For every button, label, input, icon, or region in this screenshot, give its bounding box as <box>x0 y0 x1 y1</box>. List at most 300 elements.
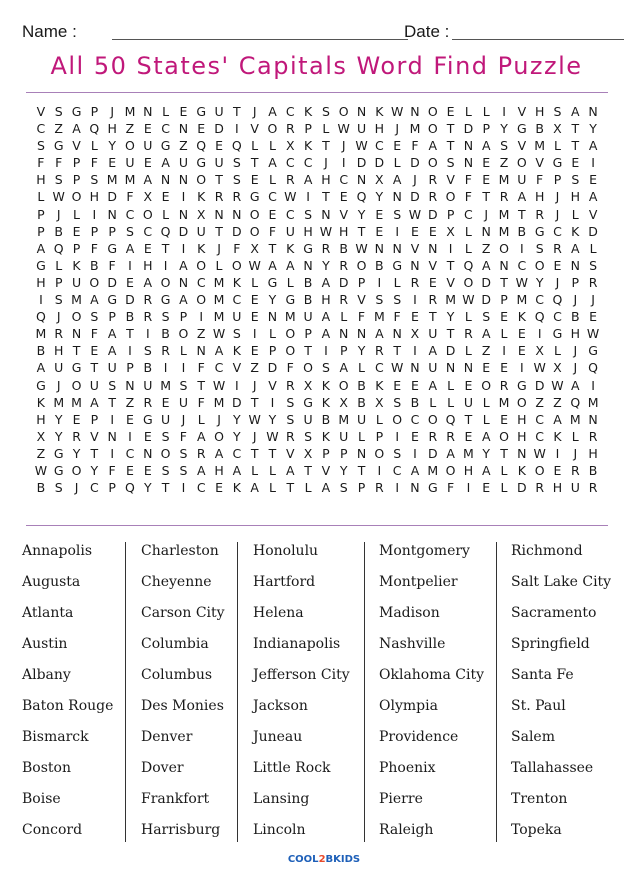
grid-letter[interactable]: M <box>213 274 225 290</box>
grid-letter[interactable]: E <box>517 326 526 342</box>
grid-letter[interactable]: H <box>54 343 64 359</box>
grid-letter[interactable]: T <box>250 394 259 410</box>
grid-letter[interactable]: M <box>498 223 510 239</box>
grid-letter[interactable]: X <box>196 206 206 222</box>
grid-letter[interactable]: T <box>393 343 401 359</box>
grid-letter[interactable]: I <box>181 360 186 376</box>
grid-letter[interactable]: R <box>535 480 544 496</box>
grid-letter[interactable]: A <box>321 480 331 496</box>
grid-letter[interactable]: O <box>89 274 100 290</box>
grid-letter[interactable]: R <box>321 240 331 256</box>
grid-letter[interactable]: Q <box>53 240 64 256</box>
grid-letter[interactable]: R <box>214 189 224 205</box>
grid-letter[interactable]: I <box>128 257 132 273</box>
grid-letter[interactable]: X <box>535 343 544 359</box>
grid-letter[interactable]: S <box>54 172 63 188</box>
grid-letter[interactable]: B <box>570 309 580 325</box>
grid-letter[interactable]: Z <box>36 445 46 461</box>
grid-letter[interactable]: L <box>197 411 205 427</box>
grid-letter[interactable]: P <box>357 274 366 290</box>
grid-letter[interactable]: U <box>178 394 188 410</box>
grid-letter[interactable]: E <box>500 309 508 325</box>
grid-letter[interactable]: R <box>464 326 473 342</box>
grid-letter[interactable]: N <box>392 189 402 205</box>
grid-letter[interactable]: F <box>90 326 98 342</box>
grid-letter[interactable]: U <box>71 274 82 290</box>
grid-letter[interactable]: G <box>160 138 171 154</box>
grid-letter[interactable]: G <box>534 223 545 239</box>
grid-letter[interactable]: W <box>284 189 297 205</box>
grid-letter[interactable]: R <box>232 189 242 205</box>
grid-letter[interactable]: O <box>231 257 242 273</box>
grid-letter[interactable]: L <box>464 223 472 239</box>
grid-letter[interactable]: Y <box>233 411 241 427</box>
grid-letter[interactable]: N <box>356 172 367 188</box>
grid-letter[interactable]: K <box>517 462 526 478</box>
grid-letter[interactable]: P <box>126 360 134 376</box>
grid-letter[interactable]: S <box>54 480 63 496</box>
grid-letter[interactable]: L <box>358 360 366 376</box>
grid-letter[interactable]: A <box>214 445 224 461</box>
grid-letter[interactable]: Q <box>160 223 171 239</box>
grid-letter[interactable]: C <box>161 121 170 137</box>
grid-letter[interactable]: Y <box>357 343 366 359</box>
grid-letter[interactable]: W <box>212 326 226 342</box>
grid-letter[interactable]: E <box>339 189 348 205</box>
grid-letter[interactable]: Q <box>125 480 135 496</box>
grid-letter[interactable]: A <box>321 309 331 325</box>
grid-letter[interactable]: L <box>286 274 294 290</box>
grid-letter[interactable]: E <box>375 223 384 239</box>
grid-letter[interactable]: Q <box>552 292 563 308</box>
grid-letter[interactable]: F <box>37 155 45 171</box>
grid-letter[interactable]: Q <box>356 189 367 205</box>
grid-letter[interactable]: R <box>196 445 206 461</box>
grid-letter[interactable]: B <box>535 121 544 137</box>
grid-letter[interactable]: E <box>108 155 117 171</box>
grid-letter[interactable]: G <box>196 104 207 119</box>
grid-letter[interactable]: S <box>535 240 544 256</box>
grid-letter[interactable]: R <box>428 189 438 205</box>
grid-letter[interactable]: Z <box>125 121 135 137</box>
grid-letter[interactable]: I <box>181 480 186 496</box>
grid-letter[interactable]: E <box>482 360 491 376</box>
grid-letter[interactable]: U <box>89 377 99 393</box>
grid-letter[interactable]: Z <box>553 394 562 410</box>
grid-letter[interactable]: J <box>252 104 257 119</box>
grid-letter[interactable]: M <box>106 172 118 188</box>
grid-letter[interactable]: D <box>427 445 438 461</box>
grid-letter[interactable]: D <box>178 223 189 239</box>
grid-letter[interactable]: G <box>303 240 313 256</box>
grid-letter[interactable]: G <box>107 292 117 308</box>
grid-letter[interactable]: M <box>53 394 65 410</box>
grid-letter[interactable]: K <box>197 240 206 256</box>
grid-letter[interactable]: S <box>553 104 562 119</box>
grid-letter[interactable]: M <box>213 309 225 325</box>
grid-letter[interactable]: N <box>410 257 420 273</box>
grid-letter[interactable]: E <box>126 462 134 478</box>
grid-letter[interactable]: C <box>410 411 420 427</box>
grid-letter[interactable]: X <box>303 377 313 393</box>
grid-letter[interactable]: N <box>232 206 242 222</box>
grid-letter[interactable]: T <box>518 206 526 222</box>
grid-letter[interactable]: Y <box>268 292 277 308</box>
grid-letter[interactable]: F <box>536 172 544 188</box>
grid-letter[interactable]: P <box>357 480 366 496</box>
grid-letter[interactable]: F <box>411 138 419 154</box>
grid-letter[interactable]: O <box>160 445 171 461</box>
grid-letter[interactable]: N <box>410 480 420 496</box>
grid-letter[interactable]: S <box>286 394 295 410</box>
grid-letter[interactable]: D <box>588 223 598 239</box>
grid-letter[interactable]: B <box>36 480 46 496</box>
grid-letter[interactable]: R <box>143 309 153 325</box>
grid-letter[interactable]: L <box>447 394 455 410</box>
grid-letter[interactable]: L <box>500 480 508 496</box>
grid-letter[interactable]: O <box>516 155 527 171</box>
grid-letter[interactable]: Y <box>322 257 330 273</box>
grid-letter[interactable]: E <box>72 223 81 239</box>
grid-letter[interactable]: R <box>54 326 64 342</box>
grid-letter[interactable]: E <box>482 172 491 188</box>
grid-letter[interactable]: E <box>553 462 562 478</box>
grid-letter[interactable]: E <box>571 155 580 171</box>
grid-letter[interactable]: I <box>395 428 399 444</box>
grid-letter[interactable]: A <box>232 462 242 478</box>
grid-letter[interactable]: O <box>445 189 456 205</box>
grid-letter[interactable]: Y <box>268 411 277 427</box>
grid-letter[interactable]: I <box>341 155 346 171</box>
grid-letter[interactable]: O <box>427 155 438 171</box>
grid-letter[interactable]: S <box>393 445 402 461</box>
grid-letter[interactable]: M <box>569 411 581 427</box>
grid-letter[interactable]: F <box>446 480 455 496</box>
grid-letter[interactable]: D <box>107 189 117 205</box>
grid-letter[interactable]: G <box>517 121 527 137</box>
grid-letter[interactable]: E <box>553 257 562 273</box>
grid-letter[interactable]: L <box>447 377 455 393</box>
grid-letter[interactable]: K <box>553 428 562 444</box>
grid-letter[interactable]: L <box>251 462 259 478</box>
grid-letter[interactable]: P <box>482 121 490 137</box>
grid-letter[interactable]: B <box>339 240 348 256</box>
grid-letter[interactable]: S <box>161 309 170 325</box>
grid-letter[interactable]: A <box>428 377 438 393</box>
grid-letter[interactable]: L <box>482 411 490 427</box>
grid-letter[interactable]: I <box>235 377 239 393</box>
grid-letter[interactable]: S <box>500 138 508 154</box>
grid-letter[interactable]: Q <box>89 121 100 137</box>
grid-letter[interactable]: W <box>248 257 261 273</box>
grid-letter[interactable]: E <box>411 223 419 239</box>
grid-letter[interactable]: N <box>374 240 385 256</box>
grid-letter[interactable]: A <box>321 326 331 342</box>
grid-letter[interactable]: L <box>162 206 170 222</box>
grid-letter[interactable]: P <box>72 172 81 188</box>
grid-letter[interactable]: H <box>588 445 598 461</box>
grid-letter[interactable]: U <box>196 223 206 239</box>
grid-letter[interactable]: N <box>356 445 367 461</box>
grid-letter[interactable]: O <box>427 104 438 119</box>
grid-letter[interactable]: J <box>591 292 595 308</box>
grid-letter[interactable]: R <box>143 394 153 410</box>
grid-letter[interactable]: I <box>413 343 417 359</box>
grid-letter[interactable]: E <box>90 343 99 359</box>
grid-letter[interactable]: C <box>232 292 242 308</box>
grid-letter[interactable]: H <box>36 274 46 290</box>
grid-letter[interactable]: I <box>395 480 399 496</box>
grid-letter[interactable]: P <box>322 445 330 461</box>
grid-letter[interactable]: M <box>445 292 456 308</box>
grid-letter[interactable]: D <box>410 155 420 171</box>
grid-letter[interactable]: V <box>517 104 527 119</box>
grid-letter[interactable]: P <box>446 206 455 222</box>
grid-letter[interactable]: N <box>428 240 438 256</box>
grid-letter[interactable]: N <box>160 172 171 188</box>
grid-letter[interactable]: T <box>108 394 116 410</box>
grid-letter[interactable]: T <box>126 326 134 342</box>
grid-letter[interactable]: C <box>285 206 295 222</box>
grid-letter[interactable]: L <box>464 343 472 359</box>
grid-letter[interactable]: V <box>588 206 598 222</box>
grid-letter[interactable]: L <box>571 428 579 444</box>
grid-letter[interactable]: I <box>520 240 524 256</box>
grid-letter[interactable]: M <box>71 394 82 410</box>
grid-letter[interactable]: S <box>179 445 188 461</box>
grid-letter[interactable]: E <box>126 411 134 427</box>
grid-letter[interactable]: R <box>588 274 598 290</box>
grid-letter[interactable]: B <box>143 360 153 376</box>
grid-letter[interactable]: M <box>338 411 350 427</box>
grid-letter[interactable]: J <box>555 206 560 222</box>
grid-letter[interactable]: L <box>589 240 597 256</box>
grid-letter[interactable]: H <box>517 428 527 444</box>
grid-letter[interactable]: V <box>446 274 455 290</box>
grid-letter[interactable]: A <box>179 292 188 308</box>
grid-letter[interactable]: A <box>481 257 491 273</box>
grid-letter[interactable]: T <box>571 138 580 154</box>
grid-letter[interactable]: Z <box>179 138 188 154</box>
grid-letter[interactable]: O <box>303 360 314 376</box>
grid-letter[interactable]: O <box>499 428 509 444</box>
grid-letter[interactable]: K <box>571 223 580 239</box>
grid-letter[interactable]: R <box>72 428 81 444</box>
grid-letter[interactable]: S <box>90 309 99 325</box>
grid-letter[interactable]: M <box>373 309 385 325</box>
grid-letter[interactable]: K <box>375 104 384 119</box>
grid-letter[interactable]: F <box>55 155 63 171</box>
grid-letter[interactable]: N <box>143 445 153 461</box>
grid-letter[interactable]: R <box>428 428 438 444</box>
grid-letter[interactable]: J <box>217 411 221 427</box>
grid-letter[interactable]: M <box>124 104 136 119</box>
grid-letter[interactable]: P <box>90 411 99 427</box>
grid-letter[interactable]: V <box>232 360 242 376</box>
grid-letter[interactable]: U <box>428 360 438 376</box>
grid-letter[interactable]: L <box>179 343 187 359</box>
grid-letter[interactable]: T <box>357 223 366 239</box>
grid-letter[interactable]: D <box>481 292 492 308</box>
grid-letter[interactable]: E <box>143 428 152 444</box>
grid-letter[interactable]: O <box>160 274 171 290</box>
grid-letter[interactable]: S <box>571 172 580 188</box>
grid-letter[interactable]: N <box>356 104 367 119</box>
grid-letter[interactable]: K <box>321 377 330 393</box>
grid-letter[interactable]: E <box>428 223 437 239</box>
grid-letter[interactable]: R <box>375 343 384 359</box>
grid-letter[interactable]: E <box>215 480 223 496</box>
grid-letter[interactable]: J <box>555 274 560 290</box>
grid-letter[interactable]: I <box>110 445 114 461</box>
grid-letter[interactable]: M <box>498 394 510 410</box>
grid-letter[interactable]: O <box>338 377 349 393</box>
grid-letter[interactable]: Y <box>339 462 348 478</box>
grid-letter[interactable]: R <box>499 189 509 205</box>
grid-letter[interactable]: O <box>71 462 82 478</box>
grid-letter[interactable]: E <box>161 394 170 410</box>
grid-letter[interactable]: J <box>324 155 328 171</box>
grid-letter[interactable]: I <box>537 326 542 342</box>
grid-letter[interactable]: S <box>126 223 134 239</box>
grid-letter[interactable]: G <box>196 155 207 171</box>
grid-letter[interactable]: E <box>464 377 473 393</box>
grid-letter[interactable]: C <box>553 309 562 325</box>
grid-letter[interactable]: G <box>285 292 296 308</box>
grid-letter[interactable]: I <box>395 223 399 239</box>
grid-letter[interactable]: A <box>571 240 580 256</box>
grid-letter[interactable]: T <box>72 343 81 359</box>
grid-letter[interactable]: X <box>375 172 384 188</box>
grid-letter[interactable]: D <box>374 155 385 171</box>
grid-letter[interactable]: Y <box>482 445 491 461</box>
grid-letter[interactable]: A <box>268 104 277 119</box>
grid-letter[interactable]: N <box>356 326 367 342</box>
grid-letter[interactable]: H <box>570 326 580 342</box>
grid-letter[interactable]: G <box>303 394 313 410</box>
grid-letter[interactable]: W <box>551 377 564 393</box>
grid-letter[interactable]: N <box>588 104 598 119</box>
grid-letter[interactable]: P <box>37 206 45 222</box>
grid-letter[interactable]: G <box>53 138 64 154</box>
grid-letter[interactable]: V <box>90 428 99 444</box>
grid-letter[interactable]: U <box>143 377 153 393</box>
grid-letter[interactable]: P <box>571 274 580 290</box>
grid-letter[interactable]: N <box>107 428 117 444</box>
grid-letter[interactable]: A <box>517 189 527 205</box>
grid-letter[interactable]: I <box>591 155 595 171</box>
grid-letter[interactable]: U <box>54 360 64 376</box>
grid-letter[interactable]: C <box>143 223 153 239</box>
grid-letter[interactable]: Y <box>108 138 116 154</box>
grid-letter[interactable]: G <box>36 377 46 393</box>
grid-letter[interactable]: P <box>339 445 348 461</box>
grid-letter[interactable]: A <box>588 138 598 154</box>
grid-letter[interactable]: T <box>161 480 170 496</box>
grid-letter[interactable]: L <box>393 155 401 171</box>
grid-letter[interactable]: S <box>286 411 295 427</box>
grid-letter[interactable]: S <box>54 104 63 119</box>
grid-letter[interactable]: Q <box>196 138 207 154</box>
grid-letter[interactable]: S <box>589 257 598 273</box>
grid-letter[interactable]: L <box>268 462 276 478</box>
grid-letter[interactable]: K <box>197 189 206 205</box>
grid-letter[interactable]: F <box>268 223 277 239</box>
grid-letter[interactable]: W <box>319 223 333 239</box>
grid-letter[interactable]: E <box>411 428 419 444</box>
grid-letter[interactable]: N <box>196 343 206 359</box>
grid-letter[interactable]: U <box>125 155 135 171</box>
grid-letter[interactable]: B <box>161 326 170 342</box>
grid-letter[interactable]: N <box>445 360 456 376</box>
grid-letter[interactable]: E <box>126 274 134 290</box>
grid-letter[interactable]: S <box>339 480 348 496</box>
grid-letter[interactable]: D <box>214 121 224 137</box>
grid-letter[interactable]: T <box>464 411 473 427</box>
grid-letter[interactable]: F <box>90 155 98 171</box>
grid-letter[interactable]: T <box>197 377 206 393</box>
grid-letter[interactable]: L <box>55 257 63 273</box>
grid-letter[interactable]: R <box>375 480 384 496</box>
grid-letter[interactable]: S <box>161 462 170 478</box>
grid-letter[interactable]: J <box>573 445 578 461</box>
grid-letter[interactable]: G <box>588 343 598 359</box>
grid-letter[interactable]: H <box>552 480 563 496</box>
grid-letter[interactable]: A <box>107 343 117 359</box>
grid-letter[interactable]: T <box>215 172 223 188</box>
grid-letter[interactable]: T <box>161 240 170 256</box>
grid-letter[interactable]: E <box>411 309 419 325</box>
grid-letter[interactable]: C <box>553 223 562 239</box>
grid-letter[interactable]: V <box>446 172 455 188</box>
grid-letter[interactable]: J <box>217 240 221 256</box>
grid-letter[interactable]: S <box>232 155 241 171</box>
grid-letter[interactable]: G <box>142 411 153 427</box>
grid-letter[interactable]: P <box>90 223 99 239</box>
grid-letter[interactable]: I <box>324 343 328 359</box>
grid-letter[interactable]: P <box>553 172 562 188</box>
grid-letter[interactable]: A <box>161 155 170 171</box>
grid-letter[interactable]: G <box>392 257 402 273</box>
grid-letter[interactable]: H <box>303 223 313 239</box>
grid-letter[interactable]: C <box>392 462 402 478</box>
grid-letter[interactable]: F <box>126 189 134 205</box>
grid-letter[interactable]: P <box>179 309 188 325</box>
grid-letter[interactable]: H <box>36 411 46 427</box>
grid-letter[interactable]: S <box>232 172 241 188</box>
name-field[interactable] <box>112 39 408 40</box>
grid-letter[interactable]: A <box>481 428 491 444</box>
grid-letter[interactable]: W <box>533 360 546 376</box>
grid-letter[interactable]: V <box>268 377 277 393</box>
grid-letter[interactable]: B <box>321 411 331 427</box>
grid-letter[interactable]: G <box>160 292 171 308</box>
grid-letter[interactable]: A <box>90 394 99 410</box>
grid-letter[interactable]: D <box>338 274 349 290</box>
grid-letter[interactable]: K <box>232 274 241 290</box>
grid-letter[interactable]: A <box>196 428 206 444</box>
grid-letter[interactable]: N <box>125 377 135 393</box>
grid-letter[interactable]: S <box>161 428 170 444</box>
grid-letter[interactable]: A <box>588 189 598 205</box>
grid-letter[interactable]: D <box>517 480 527 496</box>
grid-letter[interactable]: O <box>356 257 367 273</box>
grid-letter[interactable]: E <box>143 155 152 171</box>
grid-letter[interactable]: J <box>341 138 346 154</box>
grid-letter[interactable]: I <box>128 343 132 359</box>
grid-letter[interactable]: H <box>517 411 527 427</box>
grid-letter[interactable]: F <box>197 394 205 410</box>
